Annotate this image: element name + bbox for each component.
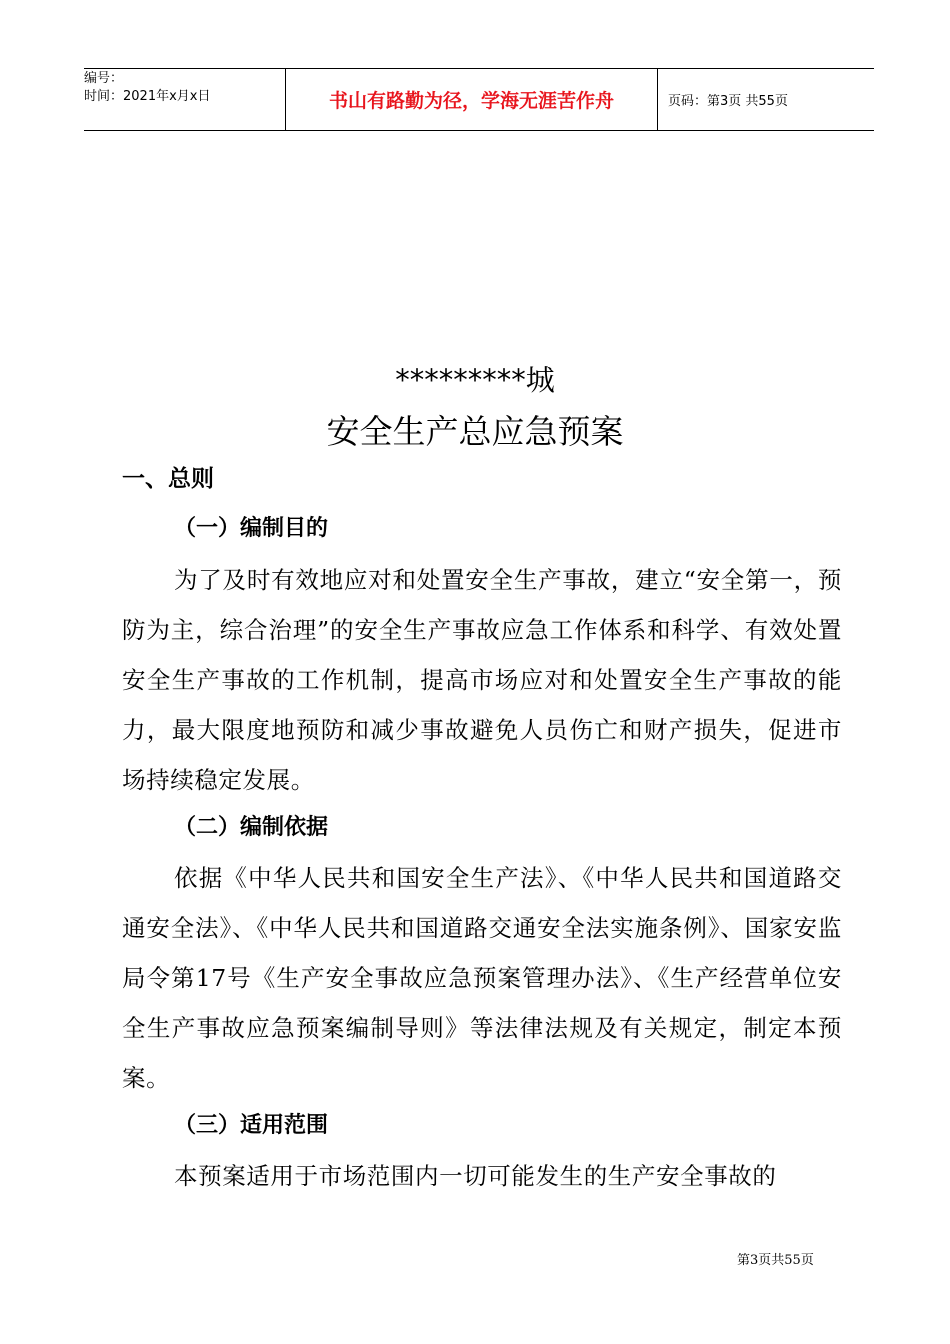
paragraph-purpose: 为了及时有效地应对和处置安全生产事故，建立“安全第一，预防为主，综合治理”的安全生产事故应急工作体系和科学、有效处置安全生产事故的工作机制，提高市场应对和处置安全生产事故的能力，最大限度地预防和减少事故避免人员伤亡和财产损失，促进市场持续稳定发展。 bbox=[122, 566, 842, 794]
header-motto: 书山有路勤为径，学海无涯苦作舟 bbox=[285, 69, 658, 130]
header-page-code: 页码：第3页 共55页 bbox=[668, 94, 788, 109]
paragraph-scope: 本预案适用于市场范围内一切可能发生的生产安全事故的 bbox=[174, 1162, 777, 1190]
document-time-label: 时间：2021年x月x日 bbox=[84, 89, 211, 104]
paragraph-basis: 依据《中华人民共和国安全生产法》、《中华人民共和国道路交通安全法》、《中华人民共和国道路交通安全法实施条例》、国家安监局令第17号《生产安全事故应急预案管理办法》、《生产经营单位安全生产事故应急预案编制导则》等法律法规及有关规定，制定本预案。 bbox=[122, 864, 842, 1092]
subheading-scope: （三）适用范围 bbox=[174, 1113, 329, 1138]
page-footer: 第3页共55页 bbox=[737, 1253, 814, 1268]
header-meta bbox=[84, 69, 285, 130]
page-header bbox=[84, 68, 874, 131]
subheading-basis: （二）编制依据 bbox=[174, 815, 329, 840]
document-number-label: 编号： bbox=[84, 71, 124, 86]
subheading-purpose: （一）编制目的 bbox=[174, 516, 329, 541]
document-title-line2: 安全生产总应急预案 bbox=[326, 412, 624, 451]
section-heading-general: 一、总则 bbox=[122, 466, 214, 492]
document-title-line1: *********城 bbox=[395, 363, 555, 397]
